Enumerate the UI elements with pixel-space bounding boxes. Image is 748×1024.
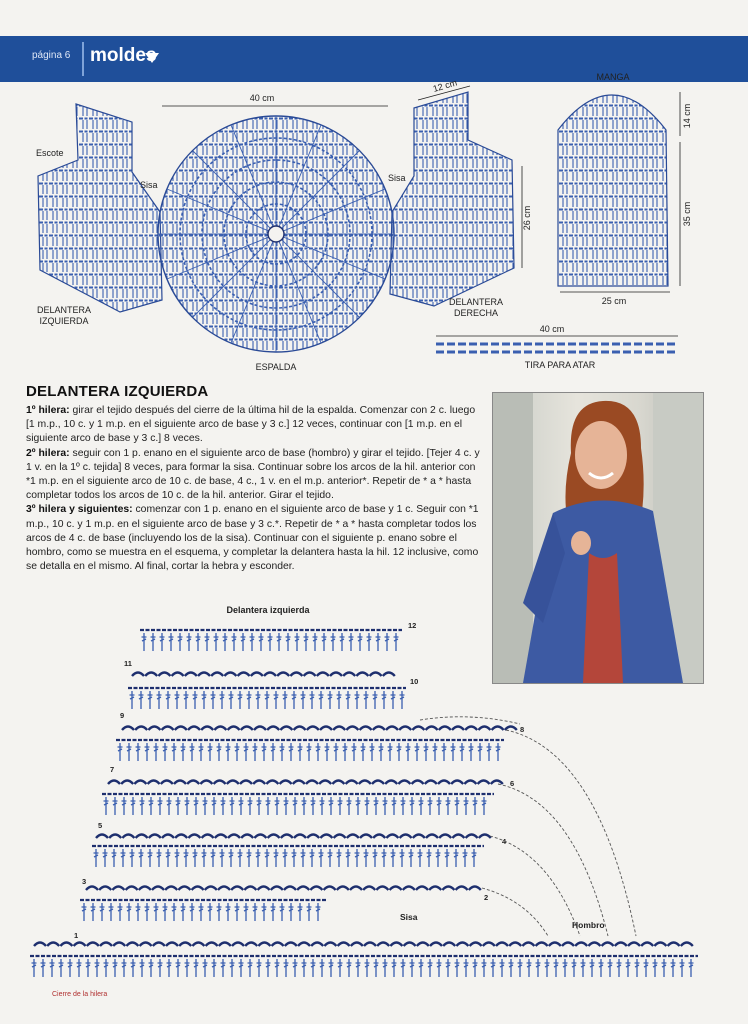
- instructions: [26, 404, 484, 574]
- chart-row-number: 2: [484, 893, 489, 902]
- pattern-schematic: [0, 70, 748, 380]
- chart-stitch-row: [122, 727, 517, 731]
- chart-stitch-row: [116, 740, 504, 761]
- row-2-text: seguir con 1 p. enano en el siguiente arco de base (hombro) y girar el tejido. [Tejer 4 c. y 1 v. en la 1º c. tejida] 8 veces, para formar la sisa. Continuar sobre los arcos de la hil. anterior con *1 m.p. en el siguiente arco de 10 c. de base, 4 c., 1 v. en el m.p. anterior*. Repetir de * a * hasta completar todos los arcos de 10 c. de la hil. anterior. Girar el tejido.: [26, 447, 480, 502]
- row-2-label: 2º hilera:: [26, 447, 70, 459]
- row-2-instruction: [26, 447, 484, 504]
- triangle-down-icon: [145, 53, 159, 63]
- chart-row-number: 4: [502, 837, 507, 846]
- tie-strip-label: TIRA PARA ATAR: [524, 360, 596, 370]
- chart-stitch-row: [86, 887, 481, 891]
- front-left-label: DELANTERA IZQUIERDA: [36, 305, 92, 326]
- chart-stitch-row: [132, 673, 395, 677]
- dimension-40cm: 40 cm: [249, 93, 275, 103]
- back-label: ESPALDA: [255, 362, 297, 372]
- chart-row-number: 3: [82, 877, 87, 886]
- chart-stitch-row: [92, 846, 484, 867]
- chart-stitch-row: [30, 956, 698, 977]
- chart-stitch-row: [108, 781, 503, 785]
- chart-stitch-row: [80, 900, 326, 921]
- section-heading: moldes: [90, 45, 157, 66]
- row-1-text: girar el tejido después del cierre de la última hil de la espalda. Comenzar con 2 c. luego [1 m.p., 10 c. y 1 m.p. en el siguiente arco de base y 3 c.] 12 veces, continuar con [1 m.p. en el siguiente arco de base y 3 c.] 8 veces.: [26, 405, 476, 445]
- armhole-left-label: Sisa: [140, 180, 158, 190]
- dimension-26cm: 26 cm: [522, 205, 532, 231]
- sleeve-label: MANGA: [596, 72, 630, 82]
- front-right-label: DELANTERA DERECHA: [448, 297, 504, 318]
- dimension-tie-40cm: 40 cm: [539, 324, 565, 334]
- chart-row-number: 6: [510, 779, 515, 788]
- row-1-instruction: [26, 404, 484, 447]
- row-3-label: 3º hilera y siguientes:: [26, 504, 133, 516]
- chart-title: Delantera izquierda: [226, 605, 310, 615]
- armhole-right-label: Sisa: [388, 173, 406, 183]
- crochet-chart: [0, 600, 748, 1000]
- chart-row-number: 10: [410, 677, 419, 686]
- back-piece: [158, 116, 394, 352]
- sisa-label: Sisa: [400, 912, 418, 922]
- chart-row-number: 1: [74, 931, 79, 940]
- chart-row-number: 8: [520, 725, 525, 734]
- chart-row-number: 12: [408, 621, 417, 630]
- foundation-label: Cierre de la hilera: [52, 991, 108, 998]
- neckline-label: Escote: [36, 148, 64, 158]
- chart-stitch-row: [140, 630, 402, 651]
- dimension-35cm: 35 cm: [682, 201, 692, 227]
- chart-stitch-row: [96, 835, 491, 839]
- dimension-14cm: 14 cm: [682, 103, 692, 129]
- chart-stitch-row: [102, 794, 494, 815]
- right-front-piece: [390, 92, 514, 306]
- chart-row-number: 5: [98, 821, 103, 830]
- left-front-piece: [38, 104, 162, 312]
- chart-row-number: 11: [124, 659, 132, 668]
- hombro-label: Hombro: [572, 920, 605, 930]
- tie-strip: [436, 344, 678, 352]
- chart-stitch-row: [34, 943, 693, 947]
- section-title: DELANTERA IZQUIERDA: [26, 383, 209, 400]
- row-3-text: comenzar con 1 p. enano en el siguiente arco de base y 1 c. Seguir con *1 m.p., 10 c. y 1 m.p. en el siguiente arco de base y 3 c.*. Repetir de * a * hasta completar todos los arcos de 4 c. de base (incluyendo los de la sisa). Continuar con el siguiente p. enano sobre el hombro, como se muestra en el esquema, y completar la delantera hasta la hil. 12 inclusive, como se detalla en el mismo. Al final, cortar la hebra y esconder.: [26, 504, 479, 573]
- chart-stitch-row: [128, 688, 406, 709]
- page-number: página 6: [32, 50, 71, 61]
- sleeve-piece: [558, 95, 668, 286]
- row-1-label: 1º hilera:: [26, 405, 70, 416]
- chart-row-number: 9: [120, 711, 125, 720]
- dimension-12cm: 12 cm: [431, 77, 459, 94]
- chart-row-number: 7: [110, 765, 115, 774]
- row-3-instruction: [26, 503, 484, 574]
- dimension-25cm: 25 cm: [601, 296, 627, 306]
